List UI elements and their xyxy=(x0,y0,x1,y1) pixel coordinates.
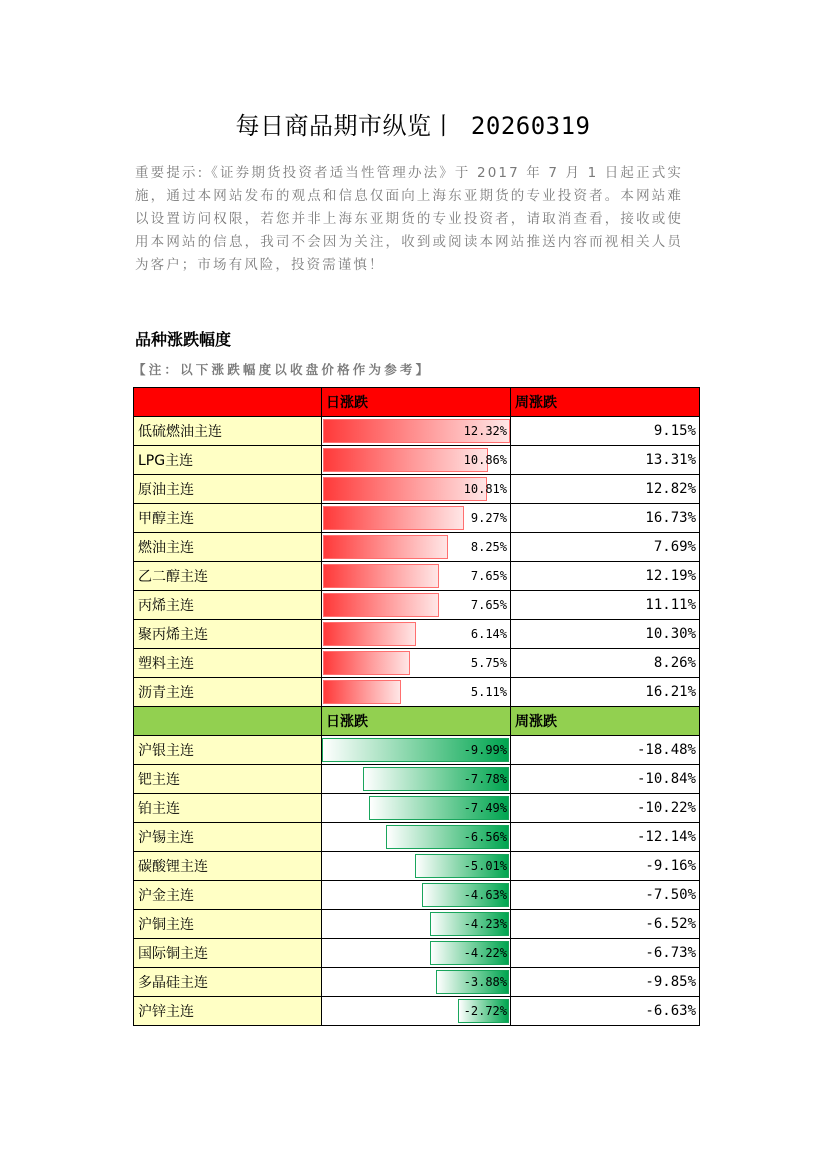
commodity-name: 聚丙烯主连 xyxy=(134,620,322,649)
daily-change-bar xyxy=(323,651,410,675)
table-row xyxy=(134,997,700,1026)
daily-change-value: 6.14% xyxy=(470,627,507,641)
table-row xyxy=(134,533,700,562)
daily-change-cell xyxy=(322,562,511,591)
commodity-name: LPG主连 xyxy=(134,446,322,475)
daily-change-cell xyxy=(322,794,511,823)
weekly-change-value: -9.85% xyxy=(511,968,700,997)
daily-change-cell xyxy=(322,678,511,707)
daily-change-value: -5.01% xyxy=(463,859,507,873)
daily-change-value: 12.32% xyxy=(463,424,507,438)
weekly-change-value: 13.31% xyxy=(511,446,700,475)
weekly-change-value: -18.48% xyxy=(511,736,700,765)
daily-change-value: -4.22% xyxy=(463,946,507,960)
table-row xyxy=(134,794,700,823)
daily-change-value: 9.27% xyxy=(470,511,507,525)
daily-change-value: -3.88% xyxy=(463,975,507,989)
commodity-name: 沪金主连 xyxy=(134,881,322,910)
daily-change-cell xyxy=(322,446,511,475)
table-note: 【注：以下涨跌幅度以收盘价格作为参考】 xyxy=(133,362,432,377)
daily-change-cell xyxy=(322,417,511,446)
daily-change-value: -7.49% xyxy=(463,801,507,815)
weekly-change-value: 8.26% xyxy=(511,649,700,678)
table-row xyxy=(134,475,700,504)
daily-change-value: -4.63% xyxy=(463,888,507,902)
commodity-name: 沥青主连 xyxy=(134,678,322,707)
table-row xyxy=(134,765,700,794)
daily-change-value: -7.78% xyxy=(463,772,507,786)
commodity-name: 国际铜主连 xyxy=(134,939,322,968)
daily-change-value: 10.86% xyxy=(463,453,507,467)
daily-change-bar xyxy=(323,593,439,617)
commodity-name: 沪铜主连 xyxy=(134,910,322,939)
table-row xyxy=(134,678,700,707)
commodity-name: 铂主连 xyxy=(134,794,322,823)
weekly-change-value: 10.30% xyxy=(511,620,700,649)
daily-change-cell xyxy=(322,997,511,1026)
header-daily-change: 日涨跌 xyxy=(322,707,511,736)
daily-change-bar xyxy=(323,564,439,588)
daily-change-bar xyxy=(323,535,448,559)
losers-header-row xyxy=(134,707,700,736)
daily-change-value: -9.99% xyxy=(463,743,507,757)
weekly-change-value: -10.22% xyxy=(511,794,700,823)
weekly-change-value: 11.11% xyxy=(511,591,700,620)
weekly-change-value: -6.63% xyxy=(511,997,700,1026)
daily-change-value: -6.56% xyxy=(463,830,507,844)
daily-change-value: 5.75% xyxy=(470,656,507,670)
daily-change-cell xyxy=(322,910,511,939)
weekly-change-value: 16.21% xyxy=(511,678,700,707)
daily-change-value: -2.72% xyxy=(463,1004,507,1018)
table-row xyxy=(134,939,700,968)
header-weekly-change: 周涨跌 xyxy=(511,388,700,417)
table-row xyxy=(134,446,700,475)
disclaimer-notice: 重要提示:《证券期货投资者适当性管理办法》于 2017 年 7 月 1 日起正式实施，通过本网站发布的观点和信息仅面向上海东亚期货的专业投资者。本网站难以设置访问权限，若您并非上海东亚期货的专业投资者，请取消查看，接收或使用本网站的信息，我司不会因为关注，收到或阅读本网站推送内容而视相关人员为客户；市场有风险，投资需谨慎！ xyxy=(135,165,683,273)
daily-change-cell xyxy=(322,475,511,504)
commodity-name: 塑料主连 xyxy=(134,649,322,678)
commodity-name: 低硫燃油主连 xyxy=(134,417,322,446)
weekly-change-value: 12.82% xyxy=(511,475,700,504)
daily-change-cell xyxy=(322,649,511,678)
table-row xyxy=(134,591,700,620)
daily-change-bar xyxy=(323,680,401,704)
daily-change-cell xyxy=(322,823,511,852)
daily-change-value: -4.23% xyxy=(463,917,507,931)
daily-change-cell xyxy=(322,736,511,765)
daily-change-cell xyxy=(322,968,511,997)
daily-change-value: 10.81% xyxy=(463,482,507,496)
commodity-name: 碳酸锂主连 xyxy=(134,852,322,881)
table-row xyxy=(134,736,700,765)
daily-change-value: 8.25% xyxy=(470,540,507,554)
commodity-name: 沪锌主连 xyxy=(134,997,322,1026)
weekly-change-value: -9.16% xyxy=(511,852,700,881)
daily-change-value: 7.65% xyxy=(470,598,507,612)
page-title: 每日商品期市纵览丨 20260319 xyxy=(235,112,591,140)
daily-change-cell xyxy=(322,852,511,881)
weekly-change-value: 7.69% xyxy=(511,533,700,562)
weekly-change-value: 9.15% xyxy=(511,417,700,446)
daily-change-value: 7.65% xyxy=(470,569,507,583)
weekly-change-value: 12.19% xyxy=(511,562,700,591)
commodity-name: 沪锡主连 xyxy=(134,823,322,852)
daily-change-cell xyxy=(322,504,511,533)
daily-change-cell xyxy=(322,620,511,649)
table-row xyxy=(134,417,700,446)
price-change-table xyxy=(133,387,700,1026)
daily-change-bar xyxy=(323,477,487,501)
commodity-name: 沪银主连 xyxy=(134,736,322,765)
commodity-name: 多晶硅主连 xyxy=(134,968,322,997)
commodity-name: 甲醇主连 xyxy=(134,504,322,533)
daily-change-cell xyxy=(322,939,511,968)
weekly-change-value: -12.14% xyxy=(511,823,700,852)
weekly-change-value: -6.52% xyxy=(511,910,700,939)
daily-change-cell xyxy=(322,881,511,910)
table-row xyxy=(134,852,700,881)
daily-change-bar xyxy=(323,506,464,530)
table-row xyxy=(134,562,700,591)
commodity-name: 丙烯主连 xyxy=(134,591,322,620)
header-blank xyxy=(134,707,322,736)
table-row xyxy=(134,968,700,997)
weekly-change-value: -10.84% xyxy=(511,765,700,794)
commodity-name: 原油主连 xyxy=(134,475,322,504)
daily-change-cell xyxy=(322,591,511,620)
table-row xyxy=(134,504,700,533)
header-daily-change: 日涨跌 xyxy=(322,388,511,417)
daily-change-bar xyxy=(323,622,416,646)
daily-change-cell xyxy=(322,533,511,562)
table-row xyxy=(134,910,700,939)
gainers-header-row xyxy=(134,388,700,417)
header-weekly-change: 周涨跌 xyxy=(511,707,700,736)
table-row xyxy=(134,649,700,678)
table-row xyxy=(134,823,700,852)
table-row xyxy=(134,620,700,649)
daily-change-value: 5.11% xyxy=(470,685,507,699)
weekly-change-value: 16.73% xyxy=(511,504,700,533)
commodity-name: 钯主连 xyxy=(134,765,322,794)
weekly-change-value: -6.73% xyxy=(511,939,700,968)
section-title: 品种涨跌幅度 xyxy=(135,330,232,349)
commodity-name: 燃油主连 xyxy=(134,533,322,562)
weekly-change-value: -7.50% xyxy=(511,881,700,910)
table-row xyxy=(134,881,700,910)
commodity-name: 乙二醇主连 xyxy=(134,562,322,591)
header-blank xyxy=(134,388,322,417)
daily-change-cell xyxy=(322,765,511,794)
